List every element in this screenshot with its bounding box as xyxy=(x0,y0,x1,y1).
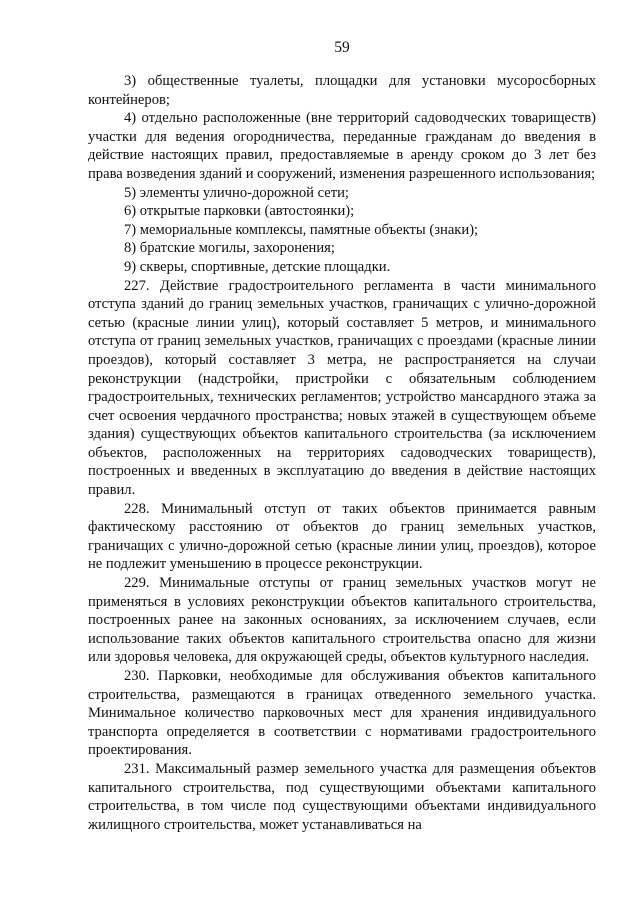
page-number: 59 xyxy=(334,39,350,56)
list-item: 7) мемориальные комплексы, памятные объекты (знаки); xyxy=(124,221,479,238)
list-item: 3) общественные туалеты, площадки для установки мусоросборных контейнеров; xyxy=(88,73,596,108)
document-page xyxy=(88,38,596,834)
paragraph-227: 227. Действие градостроительного регламента в части минимального отступа зданий до границ земельных участков, граничащих с улично-дорожной сетью (красные линии улиц), который составляет 5 метров, и минимального отступа от границ земельных участков, граничащих с проездами (красные линии проездов), который составляет 3 метра, не распространяется на случаи реконструкции (надстройки, пристройки с обязательным соблюдением градостроительных, технических регламентов; устройство мансардного этажа за счет освоения чердачного пространства; новых этажей в существующем объеме здания) существующих объектов капитального строительства (за исключением объектов, расположенных на территориях садоводческих товариществ), построенных и введенных в эксплуатацию до введения в действие настоящих правил. xyxy=(88,277,596,499)
paragraph-230: 230. Парковки, необходимые для обслуживания объектов капитального строительства, размещаются в границах отведенного земельного участка. Минимальное количество парковочных мест для хранения индивидуального транспорта определяется в соответствии с нормативами градостроительного проектирования. xyxy=(88,668,596,759)
paragraph-228: 228. Минимальный отступ от таких объектов принимается равным фактическому расстоянию от объектов до границ земельных участков, граничащих с улично-дорожной сетью (красные линии улиц, проездов), которое не подлежит уменьшению в процессе реконструкции. xyxy=(88,500,596,573)
list-item: 9) скверы, спортивные, детские площадки. xyxy=(124,258,391,275)
list-item: 8) братские могилы, захоронения; xyxy=(124,240,335,257)
list-item: 4) отдельно расположенные (вне территорий садоводческих товариществ) участки для ведения огородничества, переданные гражданам до введения в действие настоящих правил, предоставляемые в аренду сроком до 3 лет без права возведения зданий и сооружений, изменения разрешенного использования; xyxy=(88,110,596,182)
paragraph-229: 229. Минимальные отступы от границ земельных участков могут не применяться в условиях реконструкции объектов капитального строительства, построенных ранее на законных основаниях, за исключением случаев, если использование таких объектов капитального строительства опасно для жизни или здоровья человека, для окружающей среды, объектов культурного наследия. xyxy=(88,575,596,666)
list-item: 6) открытые парковки (автостоянки); xyxy=(124,203,355,220)
paragraph-231: 231. Максимальный размер земельного участка для размещения объектов капитального строительства, под существующими объектами капитального строительства, в том числе под существующими объектами индивидуального жилищного строительства, может устанавливаться на xyxy=(88,760,596,833)
list-item: 5) элементы улично-дорожной сети; xyxy=(124,184,349,201)
